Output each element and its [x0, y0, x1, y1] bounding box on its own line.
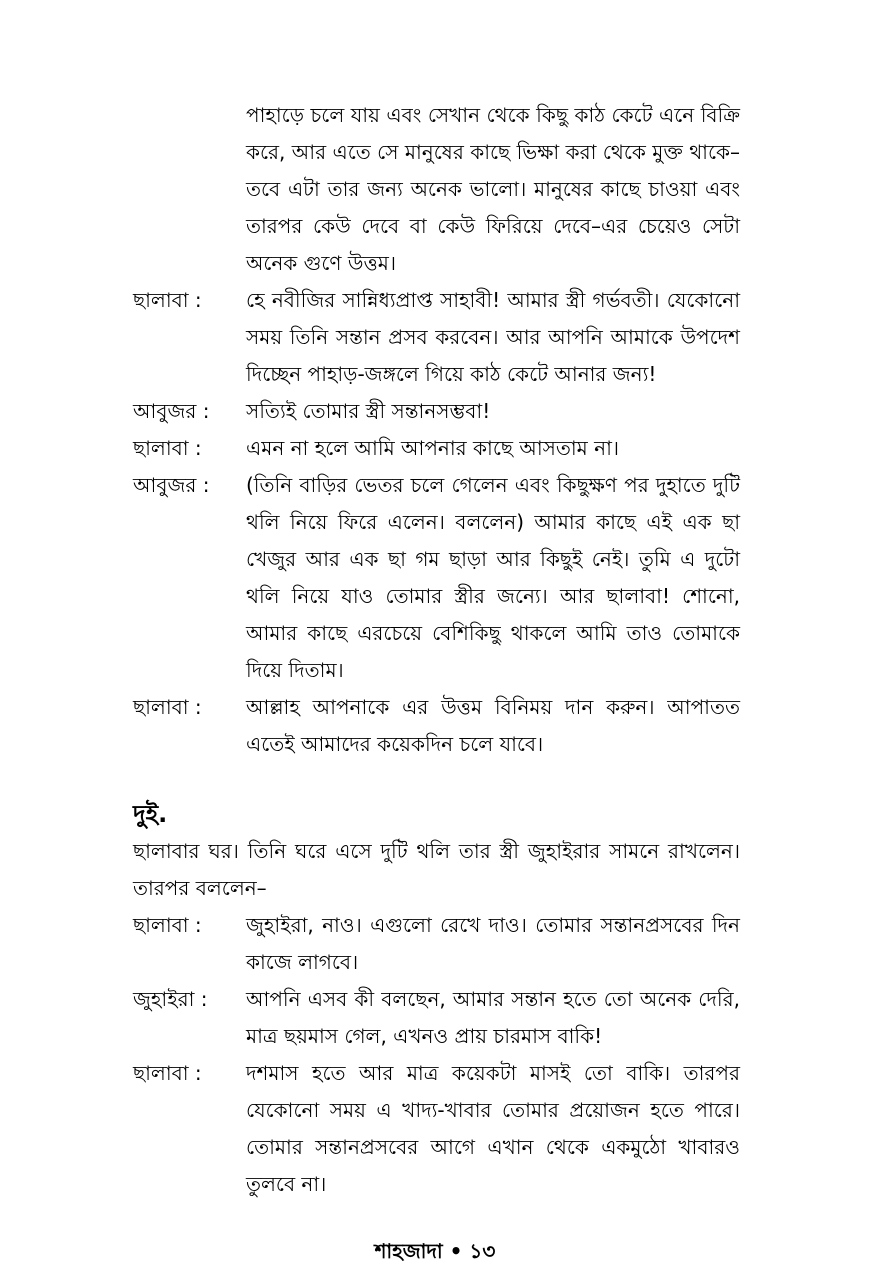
- speaker-name: ছালাবা :: [133, 913, 202, 937]
- speaker-name: ছালাবা :: [133, 695, 202, 719]
- scene-intro: [0, 833, 870, 907]
- section-one: [0, 97, 870, 763]
- speech-text: আল্লাহ আপনাকে এর উত্তম বিনিময় দান করুন। আপাতত এতেই আমাদের কয়েকদিন চলে যাবে।: [246, 695, 740, 756]
- dialogue-line: [0, 282, 870, 393]
- page-footer: শাহজাদা • ১৩: [374, 1239, 496, 1263]
- speaker-name: আবুজর :: [133, 473, 210, 497]
- dialogue-line: [0, 689, 870, 763]
- dialogue-line: [0, 907, 870, 981]
- speaker-name: আবুজর :: [133, 399, 210, 423]
- speech-text: সত্যিই তোমার স্ত্রী সন্তানসম্ভবা!: [246, 399, 491, 423]
- speech-text: (তিনি বাড়ির ভেতর চলে গেলেন এবং কিছুক্ষণ পর দুহাতে দুটি থলি নিয়ে ফিরে এলেন। বললেন) আমার কাছে এই এক ছা খেজুর আর এক ছা গম ছাড়া আর কিছুই নেই। তুমি এ দুটো থলি নিয়ে যাও তোমার স্ত্রীর জন্যে। আর ছালাবা! শোনো, আমার কাছে এরচেয়ে বেশিকিছু থাকলে আমি তাও তোমাকে দিয়ে দিতাম।: [246, 473, 740, 682]
- dialogue-line: [0, 393, 870, 430]
- speech-text: দশমাস হতে আর মাত্র কয়েকটা মাসই তো বাকি। তারপর যেকোনো সময় এ খাদ্য-খাবার তোমার প্রয়োজন হতে পারে। তোমার সন্তানপ্রসবের আগে এখান থেকে একমুঠো খাবারও তুলবে না।: [246, 1061, 740, 1196]
- speech-text: জুহাইরা, নাও। এগুলো রেখে দাও। তোমার সন্তানপ্রসবের দিন কাজে লাগবে।: [246, 913, 740, 974]
- dialogue-continuation: [0, 97, 870, 282]
- speech-text: আপনি এসব কী বলছেন, আমার সন্তান হতে তো অনেক দেরি, মাত্র ছয়মাস গেল, এখনও প্রায় চারমাস বাকি!: [246, 987, 740, 1048]
- speaker-name: ছালাবা :: [133, 288, 202, 312]
- speech-text: এমন না হলে আমি আপনার কাছে আসতাম না।: [246, 436, 620, 460]
- section-heading: দুই.: [133, 800, 168, 828]
- speech-text: হে নবীজির সান্নিধ্যপ্রাপ্ত সাহাবী! আমার স্ত্রী গর্ভবতী। যেকোনো সময় তিনি সন্তান প্রসব করবেন। আর আপনি আমাকে উপদেশ দিচ্ছেন পাহাড়-জঙ্গলে গিয়ে কাঠ কেটে আনার জন্য!: [246, 288, 740, 386]
- speech-text: পাহাড়ে চলে যায় এবং সেখান থেকে কিছু কাঠ কেটে এনে বিক্রি করে, আর এতে সে মানুষের কাছে ভিক্ষা করা থেকে মুক্ত থাকে–তবে এটা তার জন্য অনেক ভালো। মানুষের কাছে চাওয়া এবং তারপর কেউ দেবে বা কেউ ফিরিয়ে দেবে–এর চেয়েও সেটা অনেক গুণে উত্তম।: [246, 103, 740, 275]
- dialogue-line: [0, 467, 870, 689]
- dialogue-line: [0, 1055, 870, 1203]
- dialogue-line: [0, 430, 870, 467]
- speaker-name: ছালাবা :: [133, 1061, 202, 1085]
- speaker-name: জুহাইরা :: [133, 987, 208, 1011]
- section-two: [0, 833, 870, 1203]
- intro-text: ছালাবার ঘর। তিনি ঘরে এসে দুটি থলি তার স্ত্রী জুহাইরার সামনে রাখলেন। তারপর বললেন–: [133, 839, 740, 900]
- dialogue-line: [0, 981, 870, 1055]
- speaker-name: ছালাবা :: [133, 436, 202, 460]
